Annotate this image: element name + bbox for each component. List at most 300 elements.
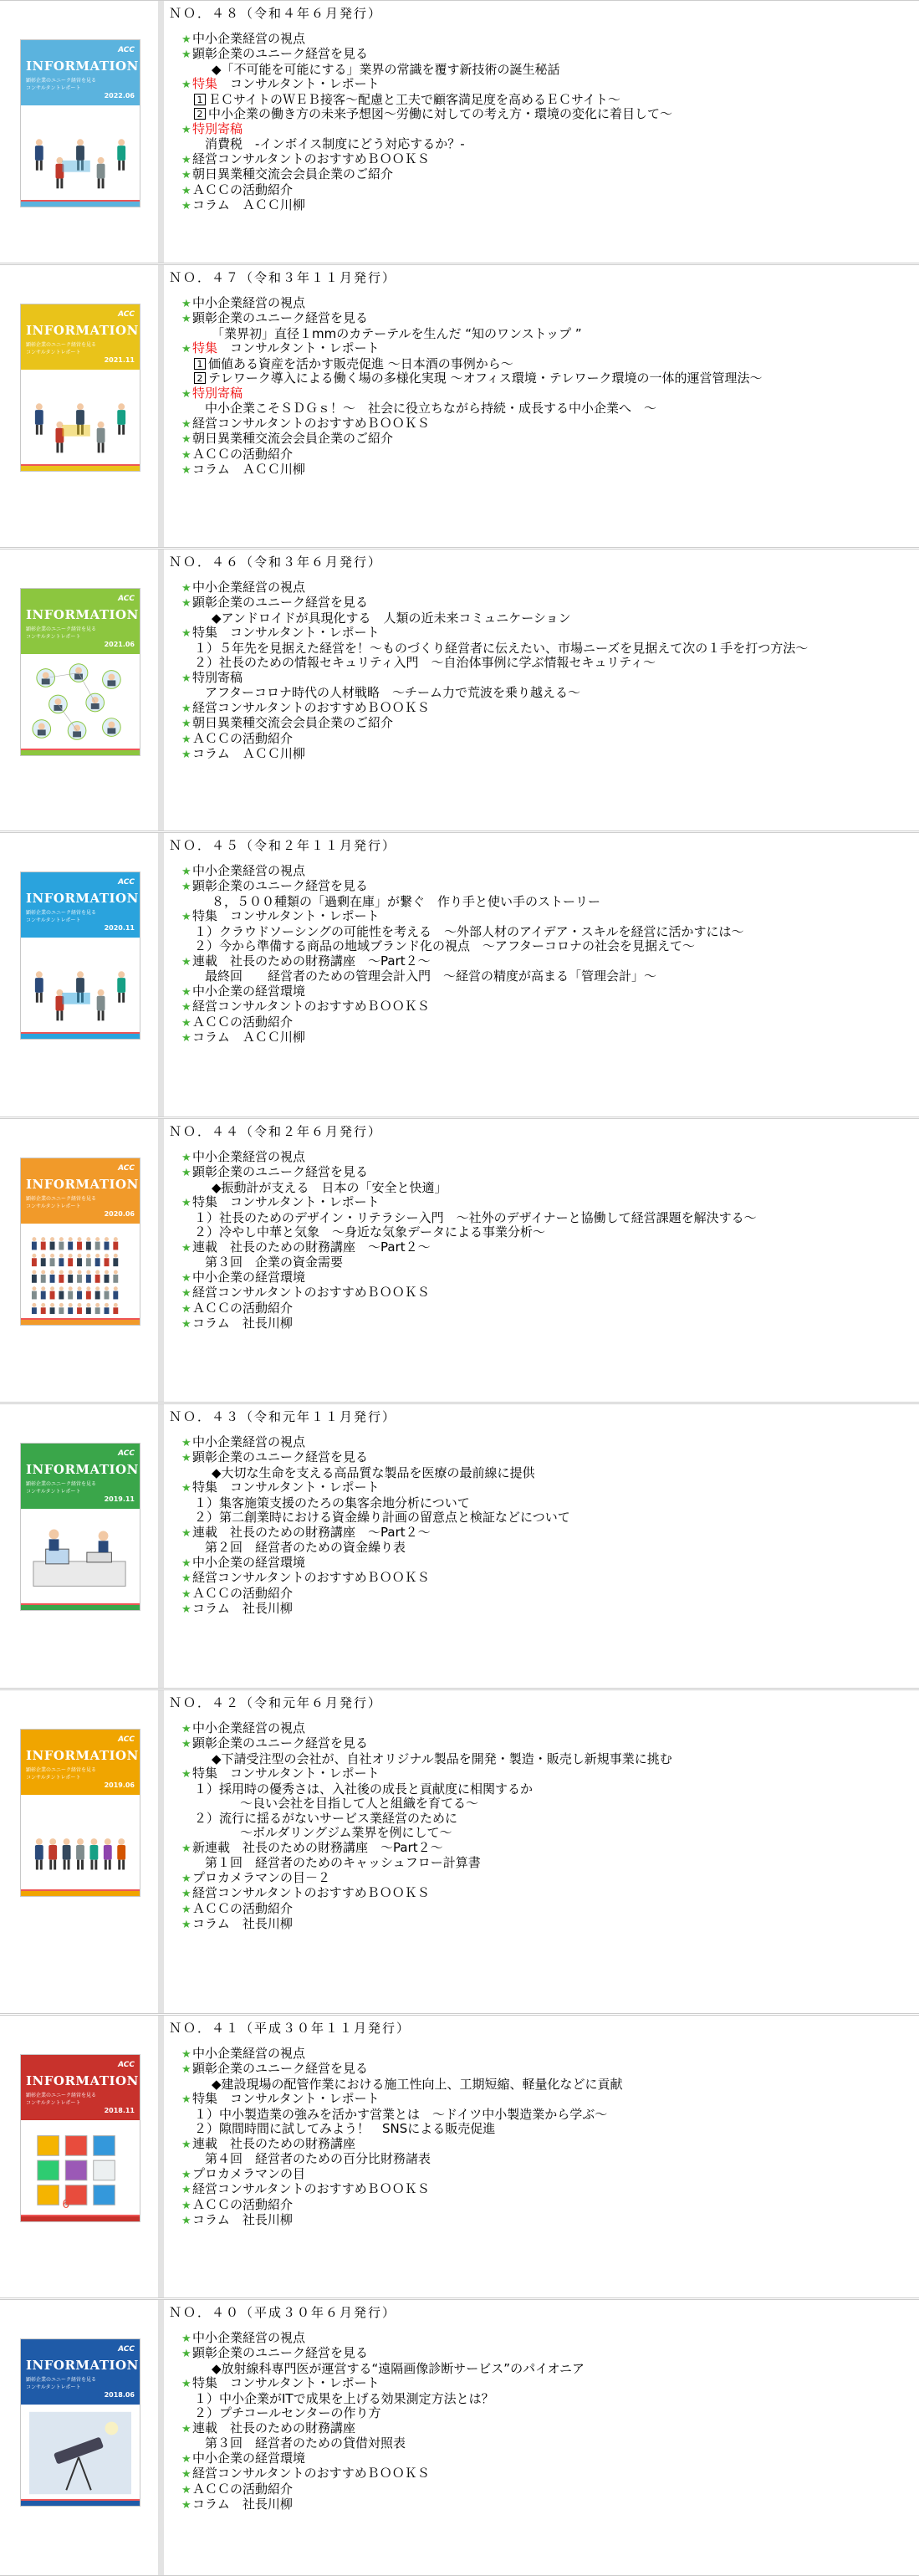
issue-entry xyxy=(0,1118,919,1403)
cover-footer-band xyxy=(21,1605,140,1610)
star-bullet-icon: ★ xyxy=(181,2483,191,2497)
toc-item-text: 中小企業の経営環境 xyxy=(192,1269,306,1285)
toc-item-text: 消費税 -インボイス制度にどう対応するか？- xyxy=(205,136,465,151)
toc-item xyxy=(181,909,914,925)
issue-number-heading: ＮＯ．４６（令和３年６月発行） xyxy=(169,555,383,570)
toc-item xyxy=(181,641,914,657)
star-bullet-icon: ★ xyxy=(181,1903,191,1916)
toc-item xyxy=(181,447,914,463)
issue-cover-image[interactable] xyxy=(20,2054,140,2222)
table-of-contents xyxy=(181,296,914,478)
toc-item xyxy=(181,107,914,122)
toc-item-text: ２）社長のための情報セキュリティ入門 ～自治体事例に学ぶ情報セキュリティ～ xyxy=(194,655,656,670)
cover-title: INFORMATION xyxy=(26,2358,139,2373)
number-box-icon: 2 xyxy=(194,108,206,120)
cover-date: 2019.06 xyxy=(104,1781,135,1789)
cover-subtitle: 顕彰企業のユニーク経営を見る コンサルタントレポート xyxy=(26,342,97,355)
toc-item-text: ～ボルダリングジム業界を例にして～ xyxy=(240,1825,452,1840)
issue-entry xyxy=(0,549,919,831)
toc-item xyxy=(181,1195,914,1211)
toc-item-text: 連載 社長のための財務講座 ～Part２～ xyxy=(192,953,431,969)
toc-item-text: 朝日異業種交流会会員企業のご紹介 xyxy=(192,166,394,181)
toc-item-text: 顕彰企業のユニーク経営を見る xyxy=(192,1164,369,1179)
issue-cover-image[interactable] xyxy=(20,2338,140,2507)
toc-item xyxy=(181,1782,914,1797)
star-bullet-icon: ★ xyxy=(181,1197,191,1209)
star-bullet-icon: ★ xyxy=(181,1001,191,1014)
toc-item-text: 第２回 経営者のための資金繰り表 xyxy=(205,1540,406,1555)
star-bullet-icon: ★ xyxy=(181,911,191,923)
toc-item-text: 経営コンサルタントのおすすめＢＯＯＫＳ xyxy=(192,1285,430,1300)
cover-date: 2020.06 xyxy=(104,1210,135,1218)
toc-item xyxy=(181,1556,914,1572)
svg-text:6: 6 xyxy=(62,2198,70,2211)
toc-item-text: 中小企業経営の視点 xyxy=(192,1148,306,1164)
star-bullet-icon: ★ xyxy=(181,200,191,212)
toc-item xyxy=(181,2092,914,2108)
star-bullet-icon: ★ xyxy=(181,153,191,166)
toc-item xyxy=(181,1466,914,1481)
issue-contents xyxy=(169,555,914,763)
issue-entry xyxy=(0,1403,919,1689)
toc-item xyxy=(181,895,914,910)
toc-item xyxy=(181,611,914,626)
issue-contents xyxy=(169,7,914,214)
issue-cover-image[interactable] xyxy=(20,39,140,207)
toc-item xyxy=(181,1917,914,1933)
issue-number-heading: ＮＯ．４８（令和４年６月発行） xyxy=(169,6,383,21)
star-bullet-icon: ★ xyxy=(181,1842,191,1855)
cover-illustration xyxy=(29,2411,131,2495)
toc-item-text: ◆「不可能を可能にする」業界の常識を覆す新技術の誕生秘話 xyxy=(212,61,560,77)
cover-illustration xyxy=(29,1515,131,1599)
toc-item xyxy=(181,2392,914,2407)
toc-item-text: 経営コンサルタントのおすすめＢＯＯＫＳ xyxy=(192,699,430,715)
star-bullet-icon: ★ xyxy=(181,1271,191,1285)
cover-title: INFORMATION xyxy=(26,59,139,74)
cover-subtitle: 顕彰企業のユニーク経営を見る コンサルタントレポート xyxy=(26,78,97,91)
table-of-contents xyxy=(181,32,914,214)
star-bullet-icon: ★ xyxy=(181,627,191,640)
toc-item-text: １）中小企業がITで成果を上げる効果測定方法とは？ xyxy=(194,2390,494,2406)
toc-item xyxy=(181,1541,914,1556)
toc-item xyxy=(181,1721,914,1737)
star-bullet-icon: ★ xyxy=(181,1032,191,1045)
toc-item-text: 中小企業経営の視点 xyxy=(192,30,306,46)
toc-item xyxy=(181,1526,914,1541)
toc-item-text: ８，５００種類の「過剰在庫」が繋ぐ 作り手と使い手のストーリー xyxy=(212,893,601,909)
toc-item xyxy=(181,2421,914,2437)
toc-item xyxy=(181,63,914,78)
issue-number-heading: ＮＯ．４５（令和２年１１月発行） xyxy=(169,838,397,853)
cover-acc-logo: ACC xyxy=(118,595,135,603)
star-bullet-icon: ★ xyxy=(181,1919,191,1931)
toc-item-text: ＡＣＣの活動紹介 xyxy=(192,2196,294,2212)
toc-item xyxy=(181,93,914,108)
issue-thumbnail-panel xyxy=(0,2016,164,2297)
toc-item-text: 特別寄稿 xyxy=(192,669,243,685)
star-bullet-icon: ★ xyxy=(181,581,191,595)
cover-acc-logo: ACC xyxy=(118,310,135,319)
issue-entry xyxy=(0,2015,919,2298)
issue-thumbnail-panel xyxy=(0,1404,164,1688)
cover-date: 2022.06 xyxy=(104,92,135,100)
toc-item-text: 経営コンサルタントのおすすめＢＯＯＫＳ xyxy=(192,1885,430,1900)
toc-item-text: 最終回 経営者のための管理会計入門 ～経営の精度が高まる「管理会計」～ xyxy=(205,969,657,984)
star-bullet-icon: ★ xyxy=(181,2093,191,2106)
issue-number-heading: ＮＯ．４４（令和２年６月発行） xyxy=(169,1124,383,1139)
toc-item xyxy=(181,1015,914,1031)
issue-thumbnail-panel xyxy=(0,2300,164,2575)
star-bullet-icon: ★ xyxy=(181,1526,191,1540)
cover-footer-band xyxy=(21,2216,140,2221)
toc-item-text: 新連載 社長のための財務講座 ～Part２～ xyxy=(192,1839,443,1855)
issue-number-heading: ＮＯ．４１（平成３０年１１月発行） xyxy=(169,2021,411,2036)
toc-item-text: 特別寄稿 xyxy=(192,385,243,401)
toc-item-text: 特別寄稿 xyxy=(192,120,243,136)
table-of-contents xyxy=(181,1721,914,1933)
toc-item xyxy=(181,1211,914,1226)
toc-item-text: 連載 社長のための財務講座 xyxy=(192,2420,356,2435)
toc-item-text: 経営コンサルタントのおすすめＢＯＯＫＳ xyxy=(192,2466,430,2481)
star-bullet-icon: ★ xyxy=(181,955,191,969)
star-bullet-icon: ★ xyxy=(181,2215,191,2227)
issue-entry xyxy=(0,2299,919,2576)
toc-item xyxy=(181,716,914,732)
issue-entry xyxy=(0,832,919,1117)
toc-item xyxy=(181,1181,914,1196)
cover-footer-band xyxy=(21,202,140,207)
toc-item-text: ＡＣＣの活動紹介 xyxy=(192,1300,294,1316)
star-bullet-icon: ★ xyxy=(181,297,191,310)
issue-number-heading: ＮＯ．４３（令和元年１１月発行） xyxy=(169,1409,397,1424)
cover-acc-logo: ACC xyxy=(118,878,135,887)
star-bullet-icon: ★ xyxy=(181,1722,191,1735)
issue-cover-image[interactable] xyxy=(20,871,140,1040)
cover-date: 2018.06 xyxy=(104,2391,135,2399)
toc-item-text: 顕彰企業のユニーク経営を見る xyxy=(192,1735,369,1751)
star-bullet-icon: ★ xyxy=(181,1603,191,1616)
star-bullet-icon: ★ xyxy=(181,1016,191,1030)
toc-item-text: 経営コンサルタントのおすすめＢＯＯＫＳ xyxy=(192,151,430,166)
star-bullet-icon: ★ xyxy=(181,2348,191,2360)
toc-item xyxy=(181,984,914,1000)
toc-item-text: ＡＣＣの活動紹介 xyxy=(192,446,294,462)
issue-entry xyxy=(0,0,919,263)
toc-item-text: 特集 コンサルタント・レポート xyxy=(192,625,380,640)
toc-item xyxy=(181,77,914,93)
toc-item xyxy=(181,1587,914,1602)
toc-item xyxy=(181,341,914,357)
toc-item xyxy=(181,2062,914,2078)
toc-item-text: ２）プチコールセンターの作り方 xyxy=(194,2405,381,2420)
toc-item xyxy=(181,2167,914,2183)
toc-item-text: １）中小製造業の強みを活かす営業とは ～ドイツ中小製造業から学ぶ～ xyxy=(194,2106,608,2122)
issue-entry xyxy=(0,1689,919,2014)
issue-cover-image[interactable] xyxy=(20,1443,140,1611)
star-bullet-icon: ★ xyxy=(181,1452,191,1464)
issue-thumbnail-panel xyxy=(0,1690,164,2013)
toc-item xyxy=(181,2406,914,2421)
table-of-contents xyxy=(181,2331,914,2513)
table-of-contents xyxy=(181,580,914,763)
star-bullet-icon: ★ xyxy=(181,1587,191,1601)
toc-item-text: コラム ＡＣＣ川柳 xyxy=(192,197,305,212)
toc-item xyxy=(181,2376,914,2392)
toc-item xyxy=(181,954,914,970)
issue-thumbnail-panel xyxy=(0,1,164,263)
issue-number-heading: ＮＯ．４２（令和元年６月発行） xyxy=(169,1695,383,1710)
cover-illustration xyxy=(29,1230,131,1314)
toc-item xyxy=(181,999,914,1015)
toc-item-text: ２）第二創業時における資金繰り計画の留意点と検証などについて xyxy=(194,1510,570,1525)
cover-date: 2021.11 xyxy=(104,356,135,364)
toc-item xyxy=(181,32,914,48)
star-bullet-icon: ★ xyxy=(181,123,191,136)
toc-item-text: 特集 コンサルタント・レポート xyxy=(192,2375,380,2390)
issue-cover-image[interactable] xyxy=(20,1729,140,1897)
toc-item xyxy=(181,1150,914,1166)
toc-item xyxy=(181,747,914,763)
star-bullet-icon: ★ xyxy=(181,417,191,431)
toc-item xyxy=(181,1435,914,1451)
star-bullet-icon: ★ xyxy=(181,49,191,61)
toc-item xyxy=(181,1240,914,1256)
toc-item xyxy=(181,1510,914,1526)
toc-item xyxy=(181,1797,914,1812)
star-bullet-icon: ★ xyxy=(181,2378,191,2390)
toc-item-text: 中小企業の経営環境 xyxy=(192,983,306,999)
issue-entry xyxy=(0,264,919,548)
toc-item-text: ◆大切な生命を支える高品質な製品を医療の最前線に提供 xyxy=(212,1464,535,1480)
issue-contents xyxy=(169,1410,914,1618)
number-box-icon: 2 xyxy=(194,372,206,384)
toc-item xyxy=(181,925,914,940)
cover-title: INFORMATION xyxy=(26,891,139,906)
cover-title: INFORMATION xyxy=(26,2073,139,2088)
star-bullet-icon: ★ xyxy=(181,448,191,462)
toc-item-text: コラム 社長川柳 xyxy=(192,1601,293,1616)
star-bullet-icon: ★ xyxy=(181,1888,191,1900)
toc-item xyxy=(181,1841,914,1857)
cover-title: INFORMATION xyxy=(26,323,139,338)
toc-item xyxy=(181,296,914,312)
toc-item-text: 経営コンサルタントのおすすめＢＯＯＫＳ xyxy=(192,999,430,1014)
toc-item-text: 第３回 経営者のための貸借対照表 xyxy=(205,2435,406,2451)
table-of-contents xyxy=(181,864,914,1046)
cover-illustration xyxy=(29,376,131,460)
toc-item xyxy=(181,2346,914,2362)
toc-item-text: 中小企業の経営環境 xyxy=(192,1554,306,1570)
toc-item-text: ◆放射線科専門医が運営する“遠隔画像診断サービス”のパイオニア xyxy=(212,2360,585,2376)
issue-contents xyxy=(169,271,914,478)
star-bullet-icon: ★ xyxy=(181,79,191,91)
toc-item xyxy=(181,879,914,895)
cover-footer-band xyxy=(21,750,140,755)
cover-subtitle: 顕彰企業のユニーク経営を見る コンサルタントレポート xyxy=(26,626,97,640)
toc-item-text: 第１回 経営者のためのキャッシュフロー計算書 xyxy=(205,1855,481,1870)
toc-item-text: 経営コンサルタントのおすすめＢＯＯＫＳ xyxy=(192,415,430,431)
toc-item-text: ～良い会社を目指して人と組織を育てる～ xyxy=(240,1796,479,1811)
toc-item-text: プロカメラマンの目－２ xyxy=(192,1869,331,1885)
toc-item xyxy=(181,2198,914,2214)
star-bullet-icon: ★ xyxy=(181,597,191,610)
cover-title: INFORMATION xyxy=(26,1748,139,1763)
toc-item xyxy=(181,1766,914,1782)
toc-item xyxy=(181,183,914,199)
toc-item-text: ◆振動計が支える 日本の「安全と快適」 xyxy=(212,1179,447,1195)
toc-item-text: 中小企業経営の視点 xyxy=(192,1720,306,1735)
issue-cover-image[interactable] xyxy=(20,1158,140,1326)
toc-item xyxy=(181,2108,914,2123)
table-of-contents xyxy=(181,1150,914,1332)
table-of-contents xyxy=(181,1435,914,1618)
issue-number-heading: ＮＯ．４０（平成３０年６月発行） xyxy=(169,2305,397,2320)
star-bullet-icon: ★ xyxy=(181,881,191,893)
toc-item xyxy=(181,2078,914,2093)
cover-subtitle: 顕彰企業のユニーク経営を見る コンサルタントレポート xyxy=(26,1767,97,1781)
toc-item xyxy=(181,371,914,386)
toc-item-text: 「業界初」直径１mmのカテーテルを生んだ “知のワンストップ ” xyxy=(212,325,582,341)
toc-item-text: １）社長のためのデザイン・リテラシー入門 ～社外のデザイナーと協働して経営課題を解決する～ xyxy=(194,1209,757,1225)
star-bullet-icon: ★ xyxy=(181,1556,191,1570)
cover-date: 2020.11 xyxy=(104,924,135,932)
star-bullet-icon: ★ xyxy=(181,672,191,685)
toc-item xyxy=(181,1752,914,1767)
toc-item xyxy=(181,386,914,402)
cover-acc-logo: ACC xyxy=(118,2345,135,2354)
toc-item xyxy=(181,656,914,671)
toc-item xyxy=(181,595,914,611)
star-bullet-icon: ★ xyxy=(181,1241,191,1255)
toc-item-text: コラム 社長川柳 xyxy=(192,1316,293,1331)
cover-footer-band xyxy=(21,466,140,471)
toc-item-text: ＡＣＣの活動紹介 xyxy=(192,181,294,197)
cover-title: INFORMATION xyxy=(26,1177,139,1192)
cover-subtitle: 顕彰企業のユニーク経営を見る コンサルタントレポート xyxy=(26,910,97,923)
toc-item-text: 特集 コンサルタント・レポート xyxy=(192,1766,380,1781)
toc-item-text: 経営コンサルタントのおすすめＢＯＯＫＳ xyxy=(192,2181,430,2196)
toc-item-text: コラム 社長川柳 xyxy=(192,1916,293,1931)
toc-item xyxy=(181,1225,914,1240)
toc-item xyxy=(181,137,914,152)
toc-item-text: 中小企業の経営環境 xyxy=(192,2450,306,2466)
toc-item xyxy=(181,939,914,954)
star-bullet-icon: ★ xyxy=(181,702,191,715)
toc-item xyxy=(181,1316,914,1332)
toc-item-text: 特集 コンサルタント・レポート xyxy=(192,76,380,91)
toc-item-text: テレワーク導入による働く場の多様化実現 ～オフィス環境・テレワーク環境の一体的運営管理法～ xyxy=(208,371,763,386)
cover-subtitle: 顕彰企業のユニーク経営を見る コンサルタントレポート xyxy=(26,1196,97,1209)
toc-item-text: １）５年先を見据えた経営を！～ものづくり経営者に伝えたい、市場ニーズを見据えて次の１手を打つ方法～ xyxy=(194,640,809,656)
star-bullet-icon: ★ xyxy=(181,2138,191,2151)
toc-item-text: 中小企業経営の視点 xyxy=(192,862,306,878)
issue-thumbnail-panel xyxy=(0,833,164,1117)
issue-contents xyxy=(169,1125,914,1332)
number-box-icon: 1 xyxy=(194,358,206,370)
toc-item xyxy=(181,152,914,168)
star-bullet-icon: ★ xyxy=(181,1872,191,1885)
toc-item-text: 中小企業経営の視点 xyxy=(192,579,306,595)
issue-thumbnail-panel xyxy=(0,1119,164,1402)
toc-item xyxy=(181,463,914,478)
star-bullet-icon: ★ xyxy=(181,2452,191,2466)
star-bullet-icon: ★ xyxy=(181,33,191,46)
cover-footer-band xyxy=(21,1034,140,1039)
toc-item xyxy=(181,327,914,342)
toc-item-text: 特集 コンサルタント・レポート xyxy=(192,340,380,355)
toc-item xyxy=(181,1886,914,1902)
issue-thumbnail-panel xyxy=(0,549,164,831)
toc-item-text: 連載 社長のための財務講座 ～Part２～ xyxy=(192,1239,431,1255)
star-bullet-icon: ★ xyxy=(181,2499,191,2512)
star-bullet-icon: ★ xyxy=(181,1768,191,1781)
cover-illustration xyxy=(29,112,131,196)
toc-item xyxy=(181,2122,914,2137)
issue-cover-image[interactable] xyxy=(20,304,140,472)
cover-date: 2021.06 xyxy=(104,641,135,648)
toc-item-text: 顕彰企業のユニーク経営を見る xyxy=(192,46,369,61)
toc-item xyxy=(181,2451,914,2467)
toc-item-text: １）クラウドソーシングの可能性を考える ～外部人材のアイデア・スキルを経営に活かすには～ xyxy=(194,923,744,939)
cover-date: 2018.11 xyxy=(104,2107,135,2114)
toc-item xyxy=(181,2047,914,2062)
cover-subtitle: 顕彰企業のユニーク経営を見る コンサルタントレポート xyxy=(26,2377,97,2390)
toc-item-text: 顕彰企業のユニーク経営を見る xyxy=(192,2345,369,2360)
toc-item xyxy=(181,1736,914,1752)
cover-acc-logo: ACC xyxy=(118,1735,135,1744)
toc-item-text: 特集 コンサルタント・レポート xyxy=(192,1194,380,1209)
toc-item xyxy=(181,1602,914,1618)
toc-item-text: ２）今から準備する商品の地域ブランド化の視点 ～アフターコロナの社会を見据えて～ xyxy=(194,938,695,953)
toc-item xyxy=(181,167,914,183)
toc-item-text: 中小企業経営の視点 xyxy=(192,294,306,310)
toc-item-text: ＡＣＣの活動紹介 xyxy=(192,730,294,746)
star-bullet-icon: ★ xyxy=(181,1482,191,1495)
cover-subtitle: 顕彰企業のユニーク経営を見る コンサルタントレポート xyxy=(26,1481,97,1495)
issue-cover-image[interactable] xyxy=(20,588,140,756)
toc-item-text: 特集 コンサルタント・レポート xyxy=(192,1480,380,1495)
issue-contents xyxy=(169,839,914,1046)
toc-item xyxy=(181,2137,914,2153)
cover-illustration xyxy=(29,661,131,744)
toc-item-text: プロカメラマンの目 xyxy=(192,2165,306,2181)
toc-item-text: ＡＣＣの活動紹介 xyxy=(192,1585,294,1601)
toc-item-text: 顕彰企業のユニーク経営を見る xyxy=(192,1449,369,1464)
toc-item xyxy=(181,2482,914,2498)
star-bullet-icon: ★ xyxy=(181,1436,191,1449)
toc-item-text: 中小企業経営の視点 xyxy=(192,1434,306,1449)
toc-item-text: 顕彰企業のユニーク経営を見る xyxy=(192,595,369,610)
toc-item xyxy=(181,2466,914,2482)
toc-item-text: 特集 コンサルタント・レポート xyxy=(192,2091,380,2106)
toc-item-text: ＡＣＣの活動紹介 xyxy=(192,1014,294,1030)
star-bullet-icon: ★ xyxy=(181,343,191,355)
toc-item-text: ＡＣＣの活動紹介 xyxy=(192,1900,294,1916)
star-bullet-icon: ★ xyxy=(181,1287,191,1300)
star-bullet-icon: ★ xyxy=(181,313,191,325)
star-bullet-icon: ★ xyxy=(181,718,191,730)
cover-illustration xyxy=(29,944,131,1028)
toc-item-text: 連載 社長のための財務講座 ～Part２～ xyxy=(192,1524,431,1540)
toc-item xyxy=(181,2182,914,2198)
toc-item xyxy=(181,1902,914,1918)
star-bullet-icon: ★ xyxy=(181,2468,191,2481)
toc-item-text: 顕彰企業のユニーク経営を見る xyxy=(192,878,369,893)
toc-item xyxy=(181,864,914,880)
toc-item-text: ＥＣサイトのＷＥＢ接客～配慮と工夫で顧客満足度を高めるＥＣサイト～ xyxy=(208,91,620,107)
toc-item xyxy=(181,357,914,372)
